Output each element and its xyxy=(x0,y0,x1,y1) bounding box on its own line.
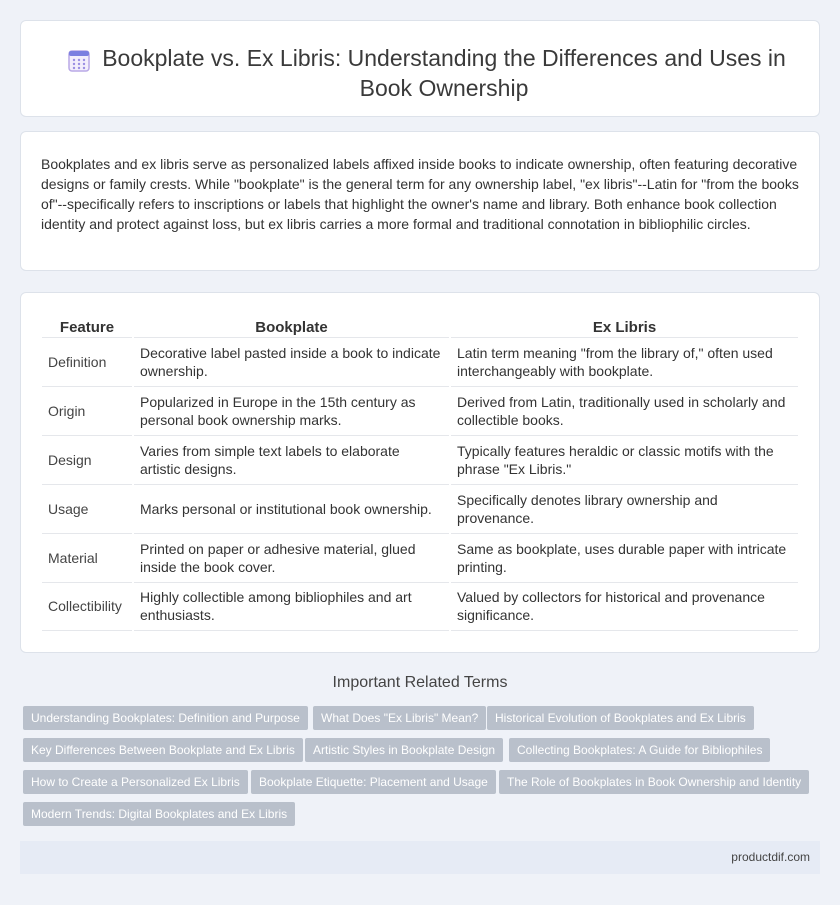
feature-cell: Material xyxy=(42,533,133,582)
feature-cell: Design xyxy=(42,435,133,484)
table-header-row xyxy=(42,314,798,337)
site-name[interactable]: productdif.com xyxy=(731,850,810,864)
header-ex-libris: Ex Libris xyxy=(450,314,798,337)
intro-card xyxy=(20,131,820,271)
feature-cell: Collectibility xyxy=(42,582,133,630)
ex-libris-cell: Derived from Latin, traditionally used in scholarly and collectible books. xyxy=(450,386,798,435)
table-row xyxy=(42,337,798,386)
header-feature: Feature xyxy=(42,314,133,337)
related-terms-heading: Important Related Terms xyxy=(332,674,508,691)
related-term-tag[interactable]: Collecting Bookplates: A Guide for Bibliophiles xyxy=(509,738,770,762)
related-term-tag[interactable]: Modern Trends: Digital Bookplates and Ex Libris xyxy=(23,802,295,826)
related-term-tag[interactable]: The Role of Bookplates in Book Ownership and Identity xyxy=(499,770,809,794)
ex-libris-cell: Specifically denotes library ownership and provenance. xyxy=(450,484,798,533)
related-term-tag[interactable]: Bookplate Etiquette: Placement and Usage xyxy=(251,770,496,794)
related-term-tag[interactable]: Historical Evolution of Bookplates and Ex Libris xyxy=(487,706,754,730)
related-term-tag[interactable]: What Does "Ex Libris" Mean? xyxy=(313,706,486,730)
table-row xyxy=(42,484,798,533)
bookplate-cell: Highly collectible among bibliophiles and art enthusiasts. xyxy=(133,582,450,630)
related-term-tag[interactable]: Understanding Bookplates: Definition and Purpose xyxy=(23,706,308,730)
ex-libris-cell: Same as bookplate, uses durable paper with intricate printing. xyxy=(450,533,798,582)
ex-libris-cell: Typically features heraldic or classic motifs with the phrase "Ex Libris." xyxy=(450,435,798,484)
bookplate-cell: Varies from simple text labels to elaborate artistic designs. xyxy=(133,435,450,484)
bookplate-cell: Popularized in Europe in the 15th century as personal book ownership marks. xyxy=(133,386,450,435)
ex-libris-cell: Valued by collectors for historical and provenance significance. xyxy=(450,582,798,630)
table-row xyxy=(42,435,798,484)
table-row xyxy=(42,533,798,582)
feature-cell: Usage xyxy=(42,484,133,533)
related-term-tag[interactable]: Artistic Styles in Bookplate Design xyxy=(305,738,503,762)
footer xyxy=(20,841,820,874)
header-bookplate: Bookplate xyxy=(133,314,450,337)
related-term-tag[interactable]: How to Create a Personalized Ex Libris xyxy=(23,770,248,794)
comparison-table xyxy=(42,314,798,631)
related-term-tag[interactable]: Key Differences Between Bookplate and Ex Libris xyxy=(23,738,303,762)
bookplate-cell: Marks personal or institutional book ownership. xyxy=(133,484,450,533)
bookplate-cell: Printed on paper or adhesive material, glued inside the book cover. xyxy=(133,533,450,582)
intro-paragraph: Bookplates and ex libris serve as personalized labels affixed inside books to indicate ownership, often featuring decorative designs or family crests. While "bookplate" is the general term for any ownership label, "ex libris"--Latin for "from the books of"--specifically refers to inscriptions or labels that highlight the owner's name and library. Both enhance book collection identity and protect against loss, but ex libris carries a more formal and traditional connotation in bibliophilic circles. xyxy=(41,156,799,232)
comparison-card xyxy=(20,292,820,653)
page-title: Bookplate vs. Ex Libris: Understanding the Differences and Uses in Book Ownership xyxy=(102,45,786,101)
table-row xyxy=(42,386,798,435)
title-card xyxy=(20,20,820,117)
bookplate-cell: Decorative label pasted inside a book to indicate ownership. xyxy=(133,337,450,386)
feature-cell: Definition xyxy=(42,337,133,386)
feature-cell: Origin xyxy=(42,386,133,435)
ex-libris-cell: Latin term meaning "from the library of," often used interchangeably with bookplate. xyxy=(450,337,798,386)
table-row xyxy=(42,582,798,630)
